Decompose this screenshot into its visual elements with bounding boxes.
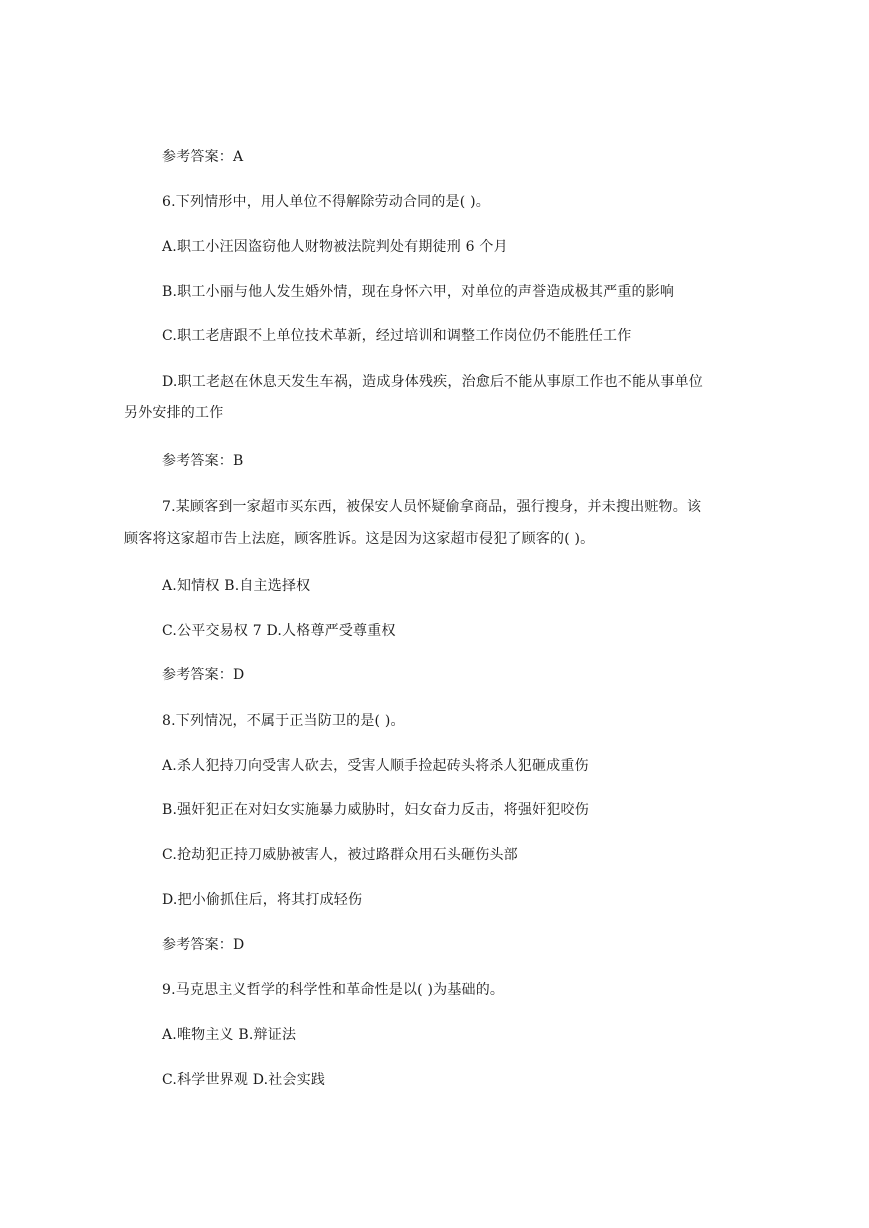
answer-8: 参考答案：D bbox=[162, 937, 245, 953]
q6-option-d: D.职工老赵在休息天发生车祸，造成身体残疾，治愈后不能从事原工作也不能从事单位 bbox=[162, 374, 703, 390]
question-8: 8.下列情况，不属于正当防卫的是( )。 bbox=[162, 713, 405, 729]
q6-option-c: C.职工老唐跟不上单位技术革新，经过培训和调整工作岗位仍不能胜任工作 bbox=[162, 328, 632, 344]
q7-options-ab: A.知情权 B.自主选择权 bbox=[162, 578, 311, 594]
answer-7: 参考答案：D bbox=[162, 667, 245, 683]
q8-option-a: A.杀人犯持刀向受害人砍去，受害人顺手捡起砖头将杀人犯砸成重伤 bbox=[162, 758, 589, 774]
q6-option-b: B.职工小丽与他人发生婚外情，现在身怀六甲，对单位的声誉造成极其严重的影响 bbox=[162, 284, 675, 300]
question-6: 6.下列情形中，用人单位不得解除劳动合同的是( )。 bbox=[162, 194, 490, 210]
q9-options-cd: C.科学世界观 D.社会实践 bbox=[162, 1072, 326, 1088]
answer-5: 参考答案：A bbox=[162, 149, 244, 165]
answer-6: 参考答案：B bbox=[162, 453, 244, 469]
question-7-continued: 顾客将这家超市告上法庭，顾客胜诉。这是因为这家超市侵犯了顾客的( )。 bbox=[124, 531, 595, 547]
question-7: 7.某顾客到一家超市买东西，被保安人员怀疑偷拿商品，强行搜身，并未搜出赃物。该 bbox=[162, 499, 702, 515]
question-9: 9.马克思主义哲学的科学性和革命性是以( )为基础的。 bbox=[162, 982, 505, 998]
q9-options-ab: A.唯物主义 B.辩证法 bbox=[162, 1027, 297, 1043]
q6-option-a: A.职工小汪因盗窃他人财物被法院判处有期徒刑 6 个月 bbox=[162, 239, 508, 255]
q7-options-cd: C.公平交易权 7 D.人格尊严受尊重权 bbox=[162, 623, 396, 639]
q6-option-d-continued: 另外安排的工作 bbox=[124, 405, 224, 421]
q8-option-d: D.把小偷抓住后，将其打成轻伤 bbox=[162, 892, 363, 908]
q8-option-c: C.抢劫犯正持刀威胁被害人，被过路群众用石头砸伤头部 bbox=[162, 847, 518, 863]
q8-option-b: B.强奸犯正在对妇女实施暴力威胁时，妇女奋力反击，将强奸犯咬伤 bbox=[162, 802, 589, 818]
